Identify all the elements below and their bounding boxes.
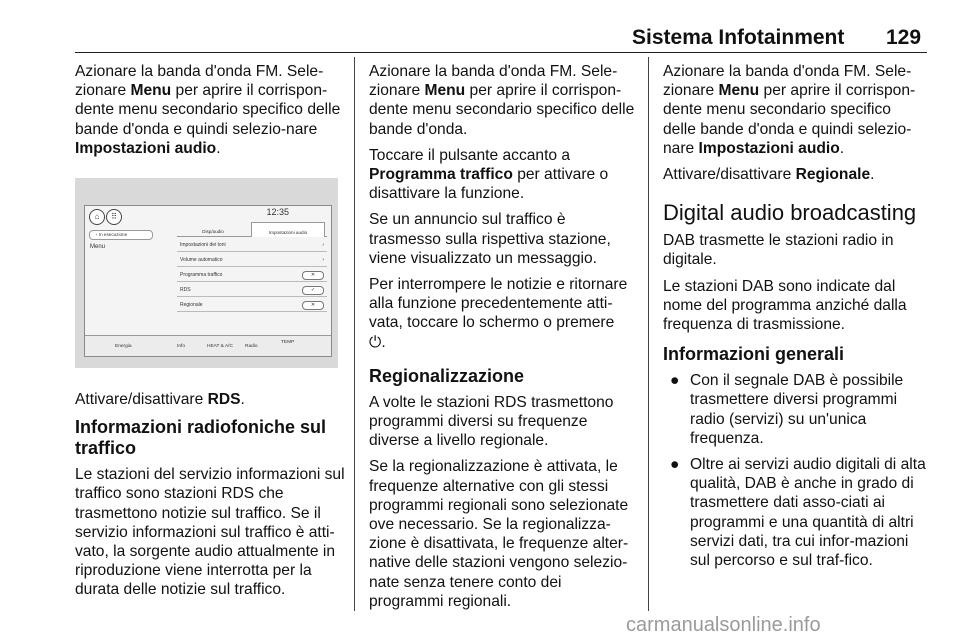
screen-radio-label: Radio bbox=[245, 344, 258, 350]
page-number: 129 bbox=[886, 26, 922, 49]
power-icon: ⏻ bbox=[369, 333, 382, 351]
column-divider-1 bbox=[354, 57, 355, 611]
col2-paragraph-1: Azionare la banda d'onda FM. Sele-zionare Menu per aprire il corrispon-dente menu secondario specifico delle bande d'onda. bbox=[369, 63, 635, 138]
apps-grid-icon: ⠿ bbox=[106, 209, 122, 225]
col1-paragraph-3: Le stazioni del servizio informazioni sul traffico sono stazioni RDS che trasmettono notizie sul traffico. Se il servizio informazioni sul traffico è atti-vato, la sorgente audio attualmente in riproduzione viene interrotta per la durata delle notizie sul traffico. bbox=[75, 466, 345, 599]
screen-row-volume: Volume automatico › bbox=[177, 253, 327, 267]
bullet-icon: ● bbox=[670, 372, 680, 390]
column-1 bbox=[75, 62, 345, 607]
screen-clock: 12:35 bbox=[266, 207, 289, 218]
toggle-off-icon: ✕ bbox=[302, 271, 324, 280]
screen-temp-label: TEMP bbox=[281, 340, 295, 346]
heading-informazioni-generali: Informazioni generali bbox=[663, 344, 845, 365]
screen-info-label: Info bbox=[177, 344, 186, 350]
list-item: ● Con il segnale DAB è possibile trasmettere diversi programmi radio (servizi) su un'unica frequenza. bbox=[670, 372, 904, 447]
screen-row-toni: Impostazioni dei toni › bbox=[177, 238, 327, 252]
heading-dab: Digital audio broadcasting bbox=[663, 200, 917, 226]
toggle-on-icon: ✓ bbox=[302, 286, 324, 295]
dab-bullet-list bbox=[663, 371, 927, 570]
column-divider-2 bbox=[648, 57, 649, 611]
heading-traffic-info: Informazioni radiofoniche sul traffico bbox=[75, 417, 327, 459]
col2-paragraph-6: Se la regionalizzazione è attivata, le frequenze alternative con gli stessi programmi regionali sono selezionate ove necessario. Se la regionalizza-zione è disattivata, le frequenze alter-native delle stazioni vengono selezio-nate senza tenere conto dei programmi regionali. bbox=[369, 458, 629, 610]
screen-row-programma-traffico: Programma traffico ✕ bbox=[177, 268, 327, 282]
running-header-title: Sistema Infotainment bbox=[632, 26, 845, 49]
infotainment-screenshot bbox=[75, 178, 338, 368]
back-chevron-icon: ‹ bbox=[96, 232, 99, 238]
bullet-icon: ● bbox=[670, 456, 680, 474]
screen-bottom-bar bbox=[85, 335, 331, 356]
col3-paragraph-1: Azionare la banda d'onda FM. Sele-zionare Menu per aprire il corrispon-dente menu secondario specifico delle bande d'onda e quindi selezio-nare Impostazioni audio. bbox=[663, 63, 916, 157]
col2-paragraph-5: A volte le stazioni RDS trasmettono programmi diversi su frequenze diverse a livello regionale. bbox=[369, 393, 614, 450]
screen-menu-label: Menu bbox=[90, 244, 106, 251]
col1-paragraph-2: Attivare/disattivare RDS. bbox=[75, 391, 245, 409]
col3-paragraph-2: Attivare/disattivare Regionale. bbox=[663, 166, 875, 184]
back-pill: ‹ In esecuzione bbox=[89, 230, 153, 240]
screen-tab-disp-audio: Disp/audio bbox=[202, 229, 224, 235]
list-item: ● Oltre ai servizi audio digitali di alta qualità, DAB è anche in grado di trasmettere dati asso-ciati ai programmi e una quantità di altri servizi dati, tra cui infor-mazioni sul percorso e sul traf-fico. bbox=[670, 456, 926, 570]
chevron-right-icon: › bbox=[322, 257, 324, 264]
col2-paragraph-4: Per interrompere le notizie e ritornare alla funzione precedentemente atti-vata, toccare lo schermo o premere ⏻. bbox=[369, 276, 628, 351]
col3-paragraph-4: Le stazioni DAB sono indicate dal nome del programma anziché dalla frequenza di trasmissione. bbox=[663, 277, 907, 334]
chevron-right-icon: › bbox=[322, 242, 324, 249]
column-2 bbox=[369, 62, 635, 618]
col2-paragraph-2: Toccare il pulsante accanto a Programma traffico per attivare o disattivare la funzione. bbox=[369, 146, 609, 203]
watermark: carmanualsonline.info bbox=[626, 614, 821, 636]
column-3 bbox=[663, 62, 927, 577]
screen-tabs bbox=[177, 222, 327, 237]
heading-regionalizzazione: Regionalizzazione bbox=[369, 365, 525, 386]
home-icon: ⌂ bbox=[89, 209, 105, 225]
screen-row-regionale: Regionale ✕ bbox=[177, 298, 327, 312]
col3-paragraph-3: DAB trasmette le stazioni radio in digitale. bbox=[663, 232, 894, 269]
screen-tab-impostazioni-audio: Impostazioni audio bbox=[251, 222, 325, 237]
screen-heat-ac-label: HEAT & A/C bbox=[207, 344, 233, 350]
toggle-off-icon: ✕ bbox=[302, 301, 324, 310]
header-rule bbox=[75, 52, 927, 53]
screen-row-rds: RDS ✓ bbox=[177, 283, 327, 297]
col1-paragraph-1: Azionare la banda d'onda FM. Sele-zionare Menu per aprire il corrispon-dente menu secondario specifico delle bande d'onda e quindi selezio-nare Impostazioni audio. bbox=[75, 63, 341, 157]
infotainment-screen bbox=[84, 205, 332, 357]
col2-paragraph-3: Se un annuncio sul traffico è trasmesso sulla rispettiva stazione, viene visualizzato un messaggio. bbox=[369, 211, 611, 267]
screen-energia-label: Energia bbox=[115, 344, 132, 350]
